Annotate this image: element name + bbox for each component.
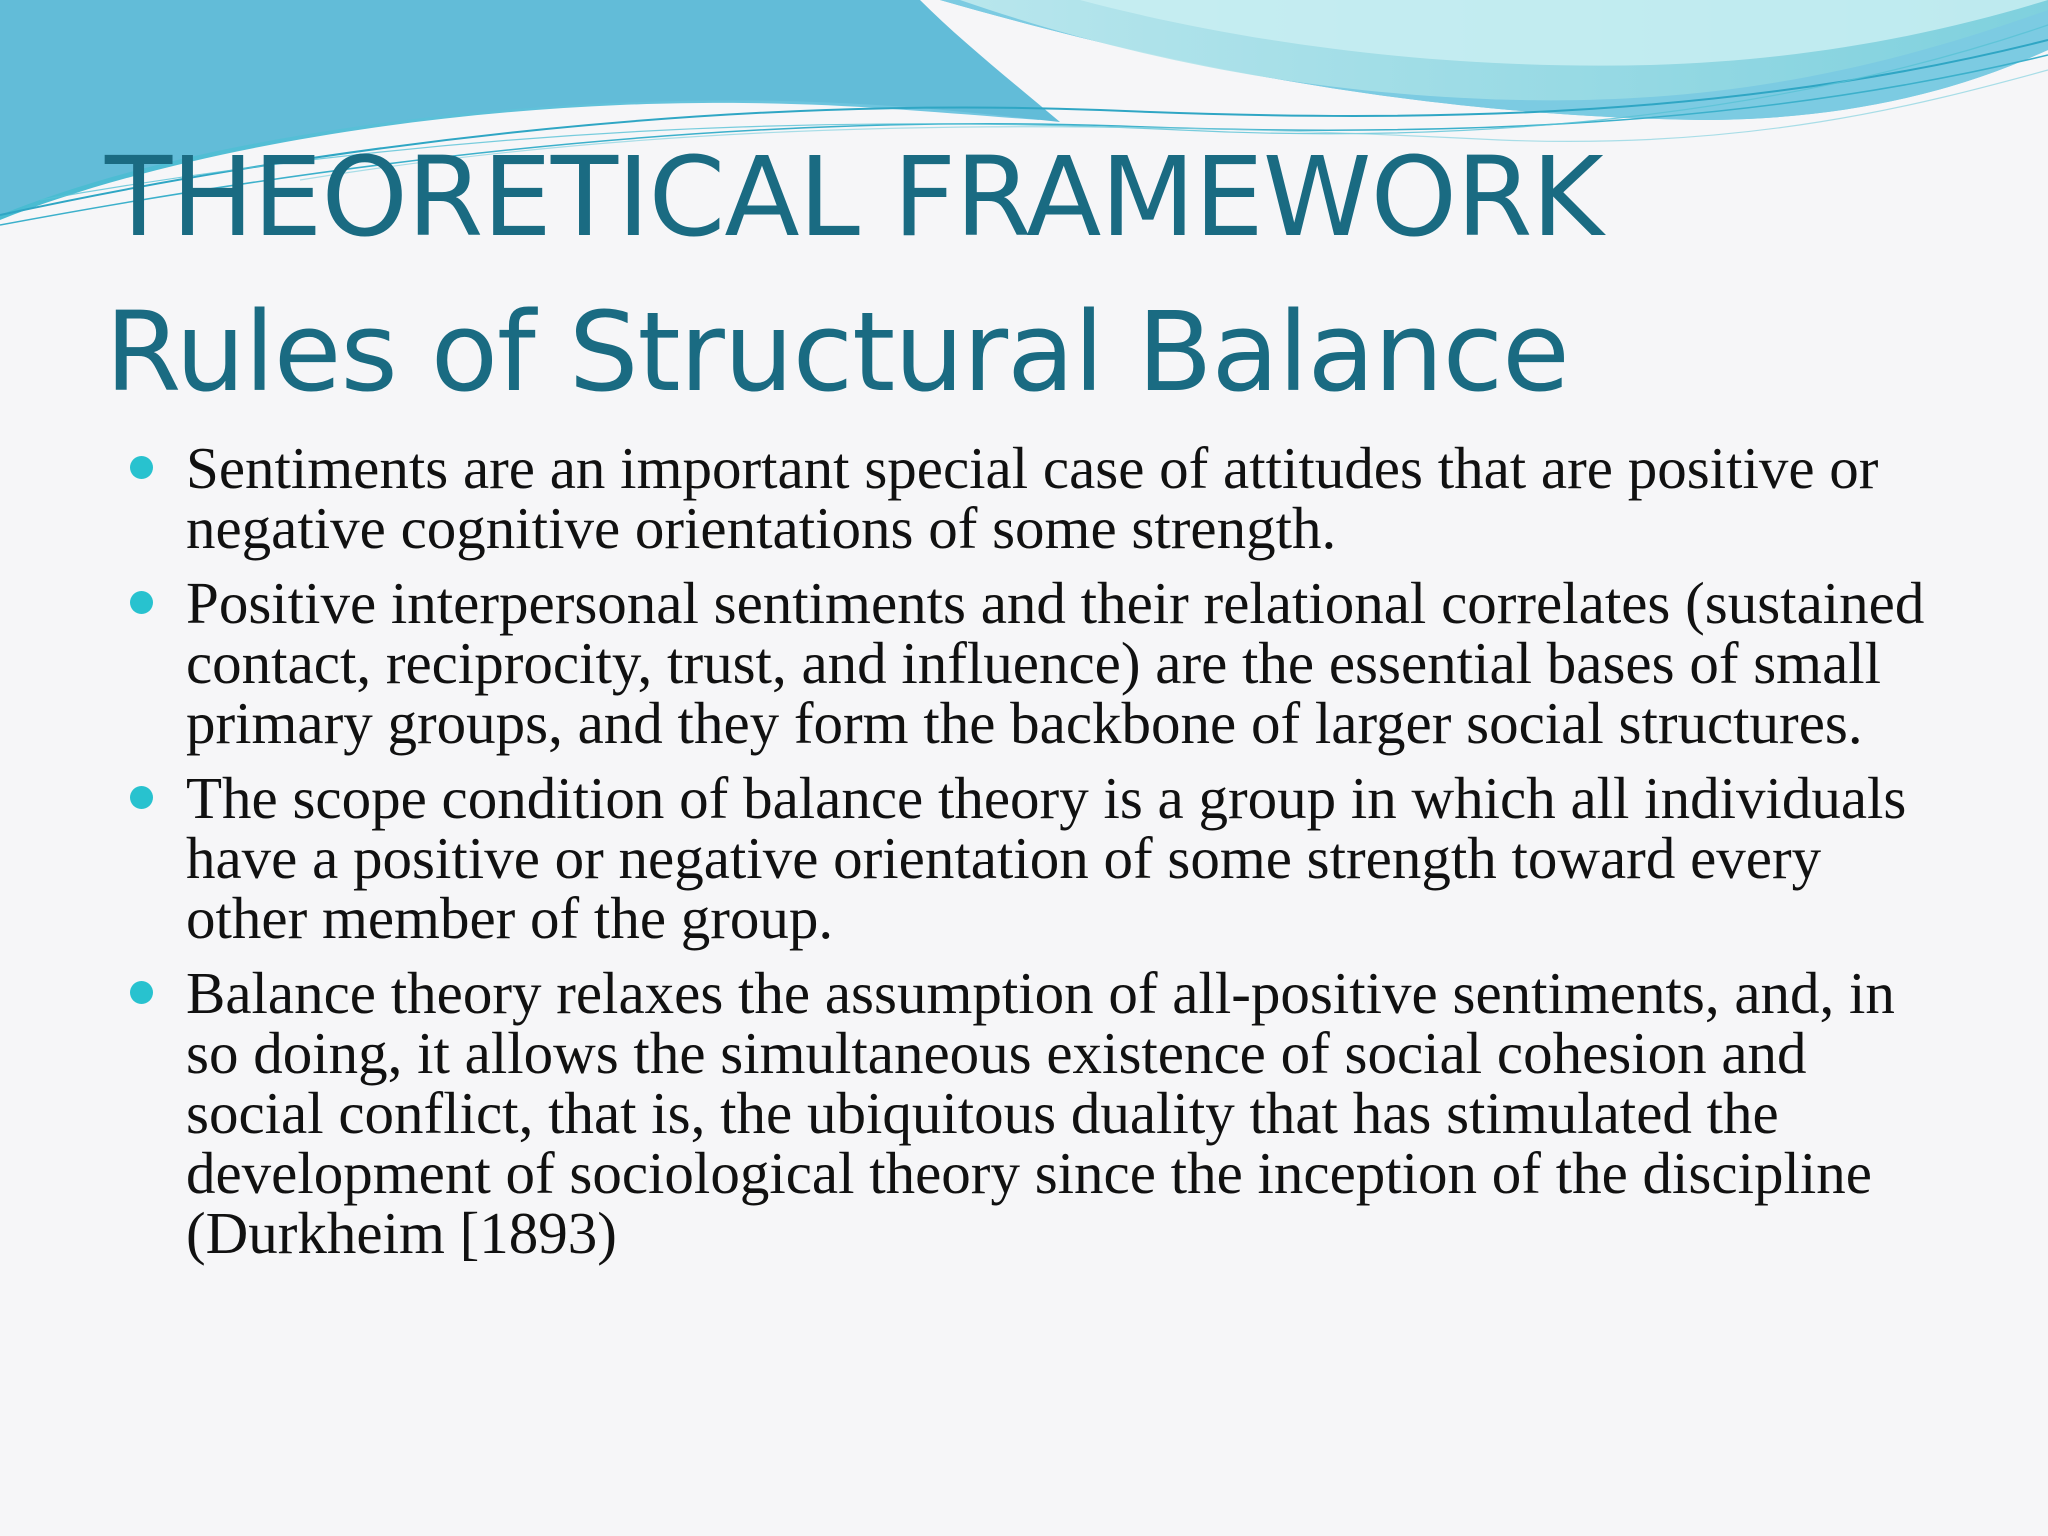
- bullet-text: Positive interpersonal sentiments and their relational correlates (sustained contact, reciprocity, trust, and influence) are the essential bases of small primary groups, and they form the backbone of larger social structures.: [186, 570, 1925, 756]
- bullet-text: Sentiments are an important special case of attitudes that are positive or negative cognitive orientations of some strength.: [186, 435, 1879, 561]
- title-line-2: Rules of Structural Balance: [105, 288, 1569, 416]
- bullet-dot-icon: [130, 981, 153, 1004]
- slide-title: [105, 120, 1965, 430]
- title-line-1: THEORETICAL FRAMEWORK: [105, 133, 1603, 261]
- bullet-list: [130, 435, 1930, 1278]
- bullet-text: The scope condition of balance theory is a group in which all individuals have a positive or negative orientation of some strength toward every other member of the group.: [186, 765, 1907, 951]
- bullet-dot-icon: [130, 786, 153, 809]
- bullet-item: [130, 960, 1930, 1266]
- bullet-item: [130, 570, 1930, 756]
- bullet-item: [130, 435, 1930, 561]
- bullet-dot-icon: [130, 456, 153, 479]
- bullet-text: Balance theory relaxes the assumption of all-positive sentiments, and, in so doing, it allows the simultaneous existence of social cohesion and social conflict, that is, the ubiquitous duality that has stimulated the development of sociological theory since the inception of the discipline (Durkheim [1893): [186, 960, 1895, 1266]
- bullet-item: [130, 765, 1930, 951]
- bullet-dot-icon: [130, 591, 153, 614]
